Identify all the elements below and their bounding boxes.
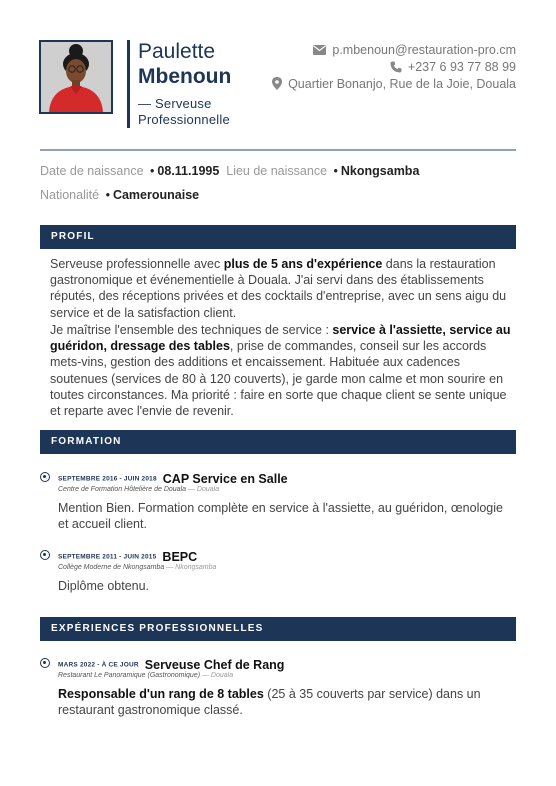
entry-description: Diplôme obtenu.: [58, 579, 150, 593]
entry-location: — Nkongsamba: [166, 564, 217, 571]
entry-date: SEPTEMBRE 2016 - JUIN 2018: [58, 475, 157, 483]
entry-location: — Douala: [187, 486, 220, 493]
place-value: Nkongsamba: [340, 164, 420, 178]
profile-paragraph-1: Serveuse professionnelle avec plus de 5 ans d'expérience dans la restauration gastronomique et événementielle à Douala. J'ai servi dans des établissements réputés, des réceptions privées et des cocktails d'entreprise, avec un sens aigu du service et de la satisfaction client.: [50, 257, 507, 320]
entry-location: — Douala: [201, 672, 234, 679]
entry-institution: Collège Moderne de Nkongsamba: [58, 564, 165, 571]
entry-date: SEPTEMBRE 2011 - JUIN 2015: [58, 553, 157, 561]
phone-text[interactable]: +237 6 93 77 88 99: [407, 59, 516, 74]
entry-date: MARS 2022 - À CE JOUR: [58, 661, 139, 669]
contact-phone-row: [272, 58, 516, 75]
place-label: Lieu de naissance: [226, 164, 328, 178]
nationality-label: Nationalité: [40, 188, 100, 202]
separator-bullet: •: [105, 188, 110, 202]
entry-title: CAP Service en Salle: [162, 471, 288, 486]
target-circle-icon: [40, 472, 50, 482]
address-text: Quartier Bonanjo, Rue de la Joie, Douala: [288, 76, 516, 91]
contact-address-row: [272, 75, 516, 92]
email-text[interactable]: p.mbenoun@restauration-pro.cm: [332, 42, 516, 57]
name-block: [138, 40, 231, 89]
contact-email-row: [272, 41, 516, 58]
entry-institution: Centre de Formation Hôtelière de Douala: [58, 486, 187, 493]
contact-block: [272, 41, 516, 92]
section-header-experience: EXPÉRIENCES PROFESSIONNELLES: [40, 617, 516, 641]
entry-description: Responsable d'un rang de 8 tables (25 à 35 couverts par service) dans un restaurant gastronomique classé.: [58, 687, 481, 717]
nationality-row: [40, 188, 199, 202]
phone-icon: [390, 61, 402, 73]
entry-title: Serveuse Chef de Rang: [144, 657, 285, 672]
section-header-profile: PROFIL: [40, 225, 516, 249]
entry-description: Mention Bien. Formation complète en service à l'assiette, au guéridon, œnologie et accueil client.: [58, 501, 503, 531]
birth-value: 08.11.1995: [157, 164, 220, 178]
map-pin-icon: [272, 77, 282, 90]
target-circle-icon: [40, 658, 50, 668]
entry-title: BEPC: [162, 549, 198, 564]
nationality-value: Camerounaise: [112, 188, 200, 202]
profile-paragraph-2: Je maîtrise l'ensemble des techniques de service : service à l'assiette, service au guéridon, dressage des tables, prise de commandes, conseil sur les accords mets-vins, gestion des additions et encaissement. Habituée aux cadences soutenues (services de 80 à 120 couverts), je garde mon calme et mon sourire en toutes circonstances. Ma priorité : faire en sorte que chaque client se sente unique et reparte avec l'envie de revenir.: [50, 323, 511, 419]
separator-bullet: •: [150, 164, 155, 178]
birth-info-row: [40, 164, 419, 178]
header-divider: [40, 149, 516, 151]
entry-company: Restaurant Le Panoramique (Gastronomique): [58, 672, 201, 679]
first-name: Paulette: [138, 40, 216, 63]
separator-bullet: •: [333, 164, 338, 178]
birth-label: Date de naissance: [40, 164, 144, 178]
profile-photo: [39, 40, 113, 114]
section-header-education: FORMATION: [40, 430, 516, 454]
envelope-icon: [313, 45, 326, 55]
header-accent-bar: [127, 40, 130, 128]
target-circle-icon: [40, 550, 50, 560]
job-title: — Serveuse Professionnelle: [138, 96, 230, 127]
last-name: Mbenoun: [138, 65, 232, 88]
